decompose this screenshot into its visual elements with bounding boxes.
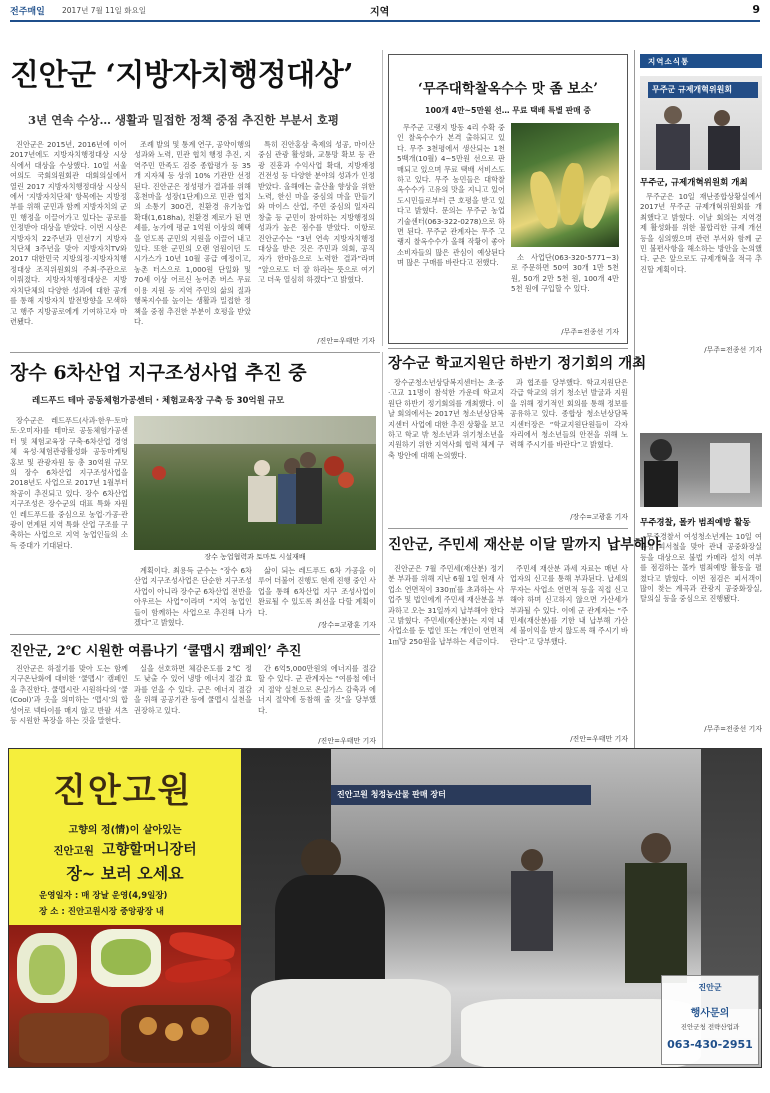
- school-top-rule: [388, 348, 628, 349]
- school-headline: 장수군 학교지원단 하반기 정기회의 개최: [388, 355, 647, 372]
- ad-market-banner: 진안고원 청정농산물 판매 장터: [337, 790, 446, 799]
- masthead-rule: [10, 20, 760, 22]
- ad-line-1: 고향의 정(情)이 살아있는: [68, 825, 182, 836]
- ad-line-3: 장~ 보러 오세요: [66, 864, 184, 883]
- farm-byline: /장수=고광훈 기자: [318, 621, 376, 629]
- eco-column-2: 실을 선호하면 체감온도를 2℃ 정도 낮출 수 있어 냉방 에너지 절감 효과를 얻을 수 있다. 군은 에너지 절감을 위해 공공기관 등에 쿨맵시 실천을 권장하고 있다.: [134, 664, 252, 715]
- ad-date-value: : 매 장날 운영(4,9일장): [74, 891, 168, 901]
- school-column-1: 장수군청소년상담복지센터는 초·중·고교 11명이 참석한 가운데 학교지원단 하반기 정기회의를 개최했다. 이날 회의에서는 2017년 청소년상담복지센터 사업에 대한 추진 상황을 보고하고 학교 밖 청소년과 위기청소년을 지원하기 위한 지역사회 협력 체계 구축 방안에 대해 논의했다.: [388, 378, 504, 460]
- sidebar-label-text: 지역소식통: [648, 57, 690, 66]
- eco-headline: 진안군, 2℃ 시원한 여름나기 ‘쿨맵시 캠페인’ 추진: [10, 644, 302, 659]
- advertisement: [8, 748, 762, 1068]
- ad-left-panel: [9, 749, 241, 1068]
- corn-subtitle: 100개 4만~5만원 선… 무료 택배 특별 판매 중: [425, 106, 591, 115]
- school-byline: /장수=고광훈 기자: [570, 513, 628, 521]
- farm-headline: 장수 6차산업 지구조성사업 추진 중: [10, 362, 307, 384]
- farm-top-rule: [10, 352, 380, 353]
- corn-byline: /무주=전종선 기자: [561, 328, 619, 336]
- corn-body-2: 소 사업단(063-320-5771~3)로 주문하면 50여 30개 1만 5천 원, 50개 2만 5천 원, 100개 4만 5천 원에 구입할 수 있다.: [511, 253, 619, 294]
- farm-photo-caption: 장수 농업협력과 토마토 시설재배: [204, 553, 306, 561]
- sidebar-title-2: 무주경찰, 몰카 범죄예방 활동: [640, 518, 751, 528]
- eco-byline: /진안=우태만 기자: [318, 737, 376, 745]
- ad-contact-dept: 진안군청 전략산업과: [680, 1023, 740, 1031]
- ad-line-2-b: 고향할머니장터: [102, 842, 197, 858]
- eco-column-3: 간 6억5,000만원의 에너지를 절감할 수 있다. 군 관계자는 “여름철 에너지 절약 실천으로 온실가스 감축과 에너지 절약에 동참해 줄 것”을 당부했다.: [258, 664, 376, 715]
- school-column-2: 과 협조를 당부했다. 학교지원단은 각급 학교의 위기 청소년 발굴과 지원을 위해 정기적인 회의를 통해 정보를 공유하고 있다. 종합상 청소년상담복지센터장은 “학교지원단원들이 각자 자리에서 청소년들의 안전을 위해 노력해 주시기를 바란다”고 밝혔다.: [510, 378, 628, 450]
- farm-column-2: 계획이다. 최용득 군수는 “장수 6차산업 지구조성사업은 단순한 지구조성 사업이 아니라 장수군 6차산업 전반을 아우르는 사업”이라며 “지역 농업인들이 함께하는 사업으로 추진해 나가겠다”고 밝혔다.: [134, 566, 252, 628]
- lead-subtitle: 3년 연속 수상… 생활과 밀접한 정책 중점 추진한 부분서 호평: [28, 113, 340, 127]
- sidebar-photo-1-banner: 무주군 규제개혁위원회: [652, 85, 733, 94]
- farm-divider: [382, 352, 383, 750]
- lead-byline: /진안=우태만 기자: [317, 337, 375, 345]
- sidebar-photo-1: [640, 76, 762, 170]
- eco-column-1: 진안군은 하절기를 맞아 도는 함께 지구온난화에 대비한 ‘쿨맵시’ 캠페인을 추진한다. 쿨맵시란 시원하다의 ‘쿨(Cool)’과 옷을 의미하는 ‘맵시’의 합성어로 넥타이를 매지 않고 반팔 셔츠 등 시원한 복장을 하는 것을 말한다.: [10, 664, 128, 726]
- ad-contact-box: [661, 975, 759, 1065]
- sidebar-byline-1: /무주=전종선 기자: [704, 346, 762, 354]
- lead-column-1: 진안군은 2015년, 2016년에 이어 2017년에도 지방자치행정대상 시상식에서 대상을 수상했다. 10일 서울 여의도 국회의원회관 대회의실에서 열린 2017 지방자치행정대상 시상식에서 '지방자치단체' 항목에는 지방정부를 위해 군민과 함께 지방자치의 군민 행정을 이끌어가고 있다는 공로를 인정받아 대상을 받았다. 이번 시상은 지방자치 22주년과 민선7기 지방자치단체 3주년을 맞아 지방자치TV와 2017 대한민국 지방의정·지방자치행정대상 조직위원회의 주최·주관으로 이뤄졌다. 지방자치행정대상은 지방자치단체의 다양한 성과에 대한 공개를 통해 지방자치 발전방향을 모색하고 행주 지방공로에게 기여하고자 마련됐다.: [10, 140, 127, 326]
- ad-contact-logo: 진안군: [698, 983, 722, 992]
- corn-body: 무주군 고랭지 방동 4리 수확 중인 찰옥수수가 본격 출하되고 있다. 무주 3천평에서 생산되는 1천 5백개(10월) 4~5만원 선으로 판매되고 있으며 무료 택배 서비스도 하고 있다. 무주 농민들은 대학찰옥수수가 고유의 맛을 지니고 있어 도시민들로부터 큰 호평을 받고 있다고 밝혔다. 문의는 무주군 농업기술센터(063-322-0278)으로 하면 된다. 무주군 관계자는 무주 고랭지 찰옥수수가 올해 작황이 좋아 소비자들의 많은 관심이 예상된다며 많은 구매를 바란다고 전했다.: [397, 123, 505, 268]
- masthead: [10, 3, 760, 19]
- lead-column-2: 조례 발의 및 통계 연구, 공약이행의 성과와 노력, 민관 협치 행정 추진, 지역주민 만족도 검증 종합평가 등 35개 지자체 등 상위 10% 기관만 선정된다. 진안군은 정성평가 결과를 위해 홍천마을 성장(1단계)으로 민관 협치의 소통기 300건, 친환경 유기농업 확대(1,618ha), 친환경 제로가 된 면세를, 농가에 평균 1억원 이상의 혜택을 얻도록 군민의 지원을 이끌어 내고 있다. 또한 군민의 오랜 염원이던 도시가스가 10년 10월 공급 예정이고, 농촌 터스으로 1,000원 단일화 및 70세 이상 어르신 농어촌 버스 무료이용 지원 등 지역 주민의 삶의 질과 행복지수를 높이는 생활과 밀접한 정책을 중점 추진한 부분이 호평을 받았다.: [134, 140, 251, 326]
- tax-column-2: 주민세 재산분 과세 자료는 매년 사업자의 신고를 통해 부과된다. 납세의무자는 사업소 연면적 등을 직접 신고해야 하며 신고하지 않으면 가산세가 부과될 수 있다. 이에 군 관계자는 “주민세(재산분)를 기한 내 납부해 가산세 불이익을 받지 않도록 해 주시기 바란다”고 당부했다.: [510, 564, 628, 646]
- sidebar-label: [640, 54, 762, 68]
- tax-top-rule: [388, 528, 628, 529]
- ad-contact-phone: 063-430-2951: [667, 1038, 753, 1051]
- farm-subtitle: 레드푸드 테마 공동체험가공센터 · 체험교육장 구축 등 30억원 규모: [32, 396, 285, 406]
- ad-date-row: [39, 889, 167, 901]
- lead-column-3: 특히 진안홍삼 축제의 성공, 마이산 중심 관광 활성화, 교통망 확보 등 관광 진흥과 수익사업 확대, 지방재정 건전성 등 다양한 분야의 성과가 인정받았다. 올해에는 출산율 향상을 위한 노력, 한신 마을 중심의 마을 만들기와 마이스 산업, 주민 중심의 일자리 창출 등 군민이 참여하는 지방행정의 성과가 높은 점수를 받았다. 이항로 진안군수는 “3년 연속 지방자치행정대상을 받은 것은 주민과 의회, 공직자가 한마음으로 노력한 결과”라며 “앞으로도 더 잘 하라는 뜻으로 여기고 더욱 열심히 하겠다”고 밝혔다.: [258, 140, 375, 285]
- sidebar-title-1: 무주군, 규제개혁위원회 개최: [640, 178, 748, 188]
- farm-column-1: 장수군은 레드푸드(사과·한우·토마토·오미자)를 테마로 공동체험가공센터 및 체험교육장 구축·6차산업 경영체 육성·체험관광활성화 공동마케팅 홍보 및 관광자원 등 총 30억원 규모의 장수 6차산업 지구조성사업을 2018년도 사업으로 2017년 1월부터 착공이 추진되고 있다. 장수 6차산업지구조성은 장수군의 대표 특화 자원인 레드푸드를 중심으로 농업·가공·관광이 연계된 지역 특화 산업 구조를 구축하는 사업으로 지역 농업인들의 소득 증대가 기대된다.: [10, 416, 128, 550]
- ad-logo: 진안고원: [53, 771, 193, 811]
- ad-date-label: 운영일자: [39, 891, 72, 901]
- corn-headline: ‘무주대학찰옥수수 맛 좀 보소’: [418, 81, 598, 97]
- issue-date: 2017년 7월 11일 화요일: [62, 6, 147, 15]
- section-name: 지역: [370, 7, 390, 18]
- lead-headline: 진안군 ‘지방자치행정대상’: [10, 58, 354, 93]
- ad-place-row: [39, 905, 164, 917]
- tax-headline: 진안군, 주민세 재산분 이달 말까지 납부해야: [388, 537, 661, 553]
- ad-place-label: 장 소: [39, 907, 59, 917]
- ad-place-value: : 진안고원시장 중앙광장 내: [61, 907, 164, 917]
- ad-contact-org: 행사문의: [690, 1008, 730, 1019]
- corn-box: [388, 54, 628, 344]
- sidebar-body-2: 무주경찰서 여성청소년계는 10일 여름철 피서철을 맞아 관내 공중화장실 등을 대상으로 불법 카메라 설치 여부를 점검하는 몰카 범죄예방 활동을 펼쳤다고 밝혔다. 이번 점검은 피서객이 많이 찾는 계곡과 관광지 공중화장실, 탈의실 등을 중심으로 진행됐다.: [640, 532, 762, 604]
- ad-line-2: [9, 839, 241, 859]
- page-number: 9: [752, 3, 760, 16]
- ad-line-2-a: 진안고원: [53, 845, 94, 857]
- tax-byline: /진안=우태만 기자: [570, 735, 628, 743]
- sidebar-byline-2: /무주=전종선 기자: [704, 725, 762, 733]
- tax-column-1: 진안군은 7월 주민세(재산분) 정기분 부과를 위해 지난 6월 1일 현재 사업소 연면적이 330㎡를 초과하는 사업주 및 법인에게 주민세 재산분을 부과하고 오는 31일까지 납부해야 한다고 밝혔다. 주민세(재산분)는 지역 내 사업소를 둔 법인 또는 개인이 연면적 1㎡당 250원을 납부하는 세금이다.: [388, 564, 504, 646]
- sidebar-body-1: 무주군은 10일 재난종합상황실에서 2017년 무주군 규제개혁위원회를 개최했다고 밝혔다. 이날 회의는 지역경제 활성화를 위한 불합리한 규제 개선 등을 심의했으며 관련 부서와 함께 군민 불편사항을 해소하는 방안을 논의했다. 군은 앞으로도 규제개혁을 적극 추진할 계획이다.: [640, 192, 762, 274]
- paper-name: 전주매일: [10, 7, 45, 17]
- corn-photo: [511, 123, 619, 247]
- lead-divider: [382, 50, 383, 346]
- ad-produce-photo: [9, 925, 241, 1068]
- farm-column-3: 삶이 되는 레드푸드 6차 가공을 이루어 더불어 진행도 현재 진행 중인 사업을 통해 6차산업 지구 조성사업이 완료될 수 있도록 최선을 다할 계획이다.: [258, 566, 376, 617]
- ad-market-photo: [241, 749, 762, 1068]
- sidebar-photo-2: [640, 433, 762, 507]
- farm-photo: [134, 416, 376, 550]
- eco-top-rule: [10, 634, 380, 635]
